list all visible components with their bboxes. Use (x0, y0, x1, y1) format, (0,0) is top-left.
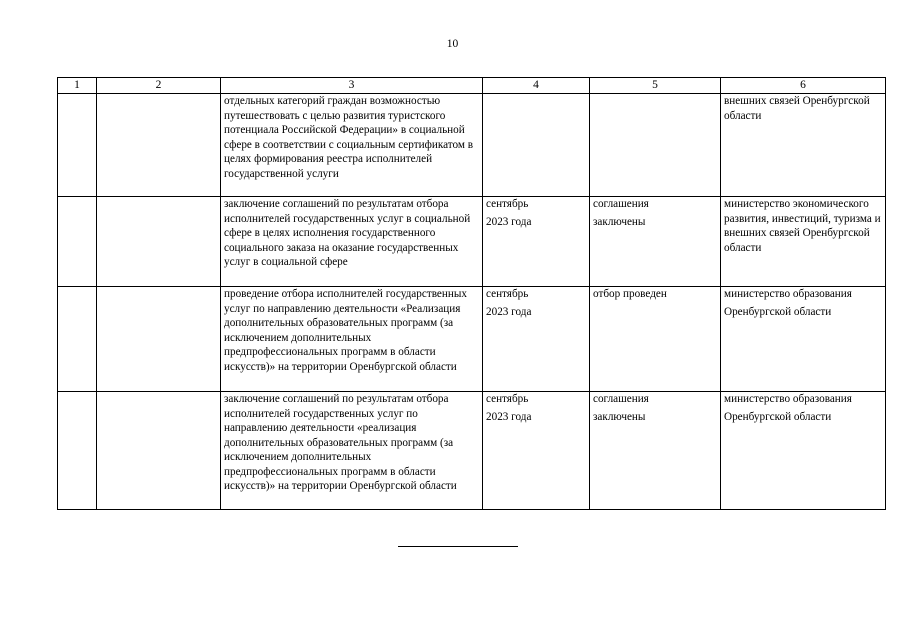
row2-responsible-text: министерство экономического развития, инвестиций, туризма и внешних связей Оренбургской области (724, 198, 881, 254)
row3-result-line1: отбор проведен (593, 288, 667, 300)
table-row (58, 392, 886, 510)
row4-result (590, 392, 721, 510)
row1-col1 (58, 94, 97, 197)
table-header-row (58, 78, 886, 94)
header-cell-1: 1 (58, 78, 97, 94)
header-cell-6: 6 (721, 78, 886, 94)
row4-event-text-content: заключение соглашений по результатам отбора исполнителей государственных услуг по направлению деятельности «реализация дополнительных образовательных программ (за исключением дополнительных предпрофессиональных программ в области искусств)» на территории Оренбургской области (224, 393, 457, 492)
row2-responsible (721, 197, 886, 287)
table-row (58, 94, 886, 197)
row1-event-text (221, 94, 483, 197)
footer-divider (398, 546, 518, 547)
table-row (58, 287, 886, 392)
row4-col2 (97, 392, 221, 510)
row2-deadline (483, 197, 590, 287)
row2-result (590, 197, 721, 287)
row3-deadline (483, 287, 590, 392)
row2-col2 (97, 197, 221, 287)
row4-deadline (483, 392, 590, 510)
row1-responsible (721, 94, 886, 197)
row3-col1 (58, 287, 97, 392)
row1-responsible-text: внешних связей Оренбургской области (724, 95, 870, 122)
row2-deadline-month: сентябрь (486, 198, 529, 210)
row3-deadline-year: 2023 года (486, 305, 532, 318)
row4-responsible-line1: министерство образования (724, 393, 852, 405)
row3-col2 (97, 287, 221, 392)
row3-responsible-line1: министерство образования (724, 288, 852, 300)
header-cell-4: 4 (483, 78, 590, 94)
row2-event-text-content: заключение соглашений по результатам отбора исполнителей государственных услуг в социальной сфере в целях исполнения государственного социального заказа на оказание государственных услуг в социальной сфере (224, 198, 471, 268)
row4-result-line2: заключены (593, 410, 646, 423)
row1-col2 (97, 94, 221, 197)
header-cell-5: 5 (590, 78, 721, 94)
row3-responsible (721, 287, 886, 392)
row3-result (590, 287, 721, 392)
row1-deadline (483, 94, 590, 197)
row4-deadline-month: сентябрь (486, 393, 529, 405)
row4-event-text (221, 392, 483, 510)
row2-col1 (58, 197, 97, 287)
header-cell-3: 3 (221, 78, 483, 94)
measures-table (57, 77, 886, 510)
row2-result-line2: заключены (593, 215, 646, 228)
row2-result-line1: соглашения (593, 198, 649, 210)
row4-responsible (721, 392, 886, 510)
row1-event-text-content: отдельных категорий граждан возможностью путешествовать с целью развития туристского потенциала Российской Федерации» в социальной сфере в соответствии с социальным сертификатом в целях формирования реестра исполнителей государственной услуги (224, 95, 474, 180)
row1-result (590, 94, 721, 197)
row3-deadline-month: сентябрь (486, 288, 529, 300)
row4-result-line1: соглашения (593, 393, 649, 405)
table-row (58, 197, 886, 287)
row4-deadline-year: 2023 года (486, 410, 532, 423)
row3-event-text-content: проведение отбора исполнителей государственных услуг по направлению деятельности «Реализация дополнительных образовательных программ (за исключением дополнительных предпрофессиональных программ в области искусств)» на территории Оренбургской области (224, 288, 467, 373)
row2-event-text (221, 197, 483, 287)
page-number: 10 (446, 38, 459, 50)
row3-event-text (221, 287, 483, 392)
row3-responsible-line2: Оренбургской области (724, 305, 832, 318)
row4-responsible-line2: Оренбургской области (724, 410, 832, 423)
row4-col1 (58, 392, 97, 510)
row2-deadline-year: 2023 года (486, 215, 532, 228)
header-cell-2: 2 (97, 78, 221, 94)
